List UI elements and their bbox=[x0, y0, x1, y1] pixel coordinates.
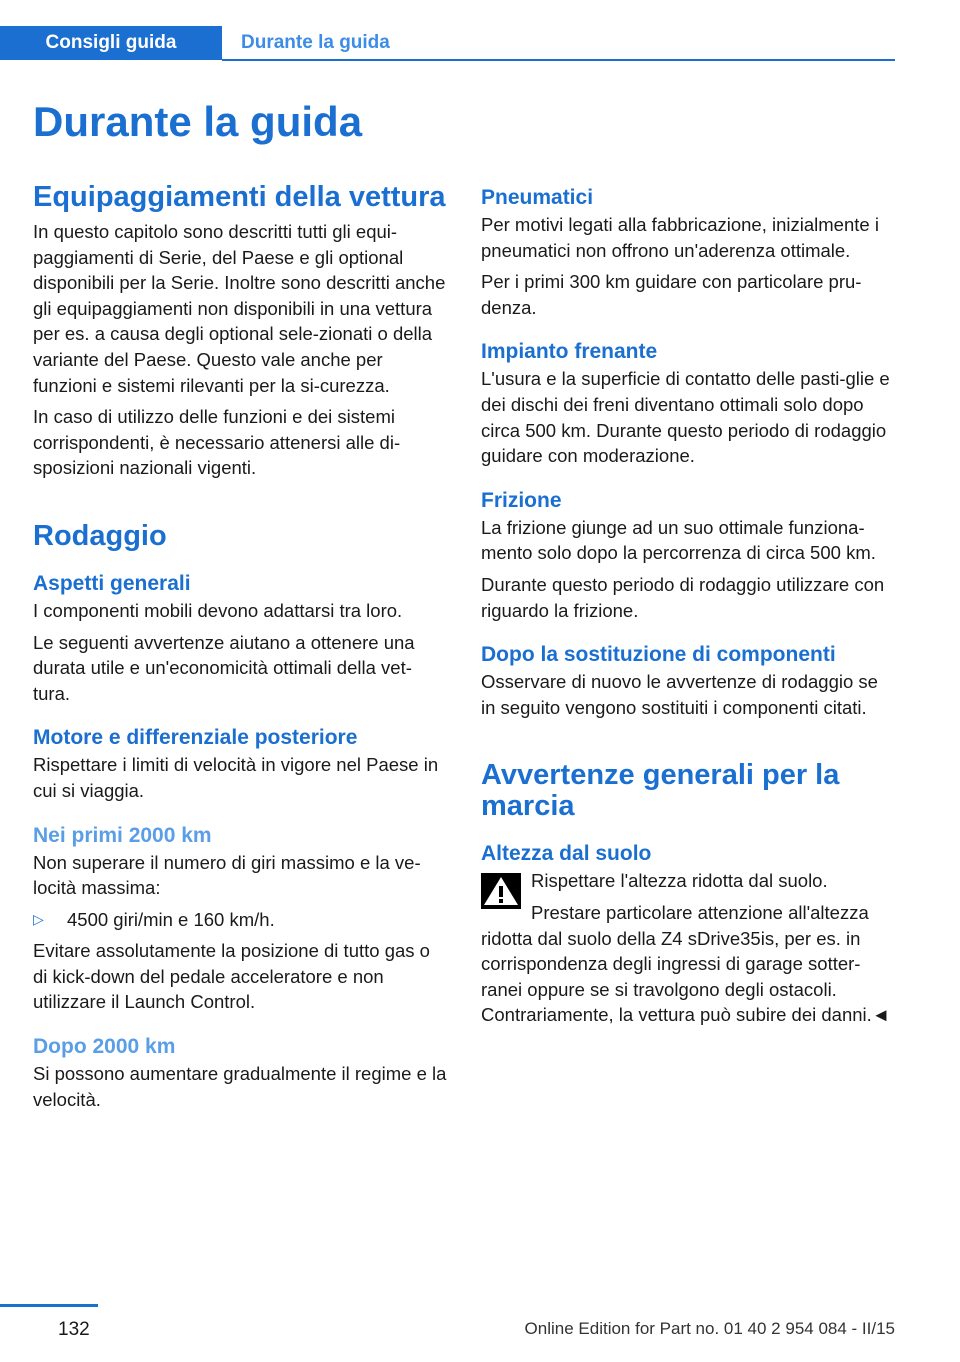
motore-heading: Motore e differenziale posteriore bbox=[33, 726, 358, 750]
left-column bbox=[33, 182, 448, 1112]
primi-2000-paragraph-1: Non superare il numero di giri massimo e la ve-locità massima: bbox=[33, 851, 421, 899]
page-number: 132 bbox=[58, 1319, 90, 1340]
avvertenze-heading: Avvertenze generali per la marcia bbox=[481, 759, 840, 823]
sostituzione-heading: Dopo la sostituzione di componenti bbox=[481, 643, 836, 667]
aspetti-paragraph-1: I componenti mobili devono adattarsi tra loro. bbox=[33, 599, 403, 621]
primi-2000-paragraph-2: Evitare assolutamente la posizione di tutto gas o di kick-down del pedale acceleratore e non utilizzare il Launch Control. bbox=[33, 940, 430, 1013]
triangle-bullet-icon: ▷ bbox=[33, 910, 44, 927]
dopo-2000-paragraph: Si possono aumentare gradualmente il regime e la velocità. bbox=[33, 1063, 447, 1110]
equip-paragraph-1: In questo capitolo sono descritti tutti gli equi-paggiamenti di Serie, del Paese e gli optional disponibili per la Serie. Inoltre sono descritti anche gli equipaggiamenti non disponibili in una vettura per es. a causa degli optional sele-zionati o della variante del Paese. Questo vale anche per funzioni e sistemi rilevanti per la si-curezza. bbox=[33, 221, 446, 396]
warning-body: Prestare particolare attenzione all'altezza ridotta dal suolo della Z4 sDrive35is, per es. in corrispondenza degli ingressi di garage sotter-ranei oppure se si travolgono degli ostacoli. Contrariamente, la vettura può subire dei danni.◄ bbox=[481, 901, 891, 1026]
rodaggio-heading: Rodaggio bbox=[33, 519, 167, 552]
warning-triangle-icon bbox=[481, 873, 521, 909]
aspetti-paragraph-2: Le seguenti avvertenze aiutano a ottenere una durata utile e un'economicità ottimali della vet-tura. bbox=[33, 631, 415, 704]
aspetti-heading: Aspetti generali bbox=[33, 571, 191, 595]
page-title: Durante la guida bbox=[33, 98, 363, 145]
sostituzione-paragraph: Osservare di nuovo le avvertenze di rodaggio se in seguito vengono sostituiti i componenti citati. bbox=[481, 671, 878, 718]
equip-paragraph-2: In caso di utilizzo delle funzioni e dei sistemi corrispondenti, è necessario attenersi alle di-sposizioni nazionali vigenti. bbox=[33, 406, 401, 479]
warning-lead: Rispettare l'altezza ridotta dal suolo. bbox=[531, 870, 828, 892]
footer-divider bbox=[0, 1304, 98, 1307]
frizione-paragraph-2: Durante questo periodo di rodaggio utilizzare con riguardo la frizione. bbox=[481, 573, 885, 621]
freni-paragraph: L'usura e la superficie di contatto delle pasti-glie e dei dischi dei freni diventano ottimali solo dopo circa 500 km. Durante questo periodo di rodaggio guidare con moderazione. bbox=[481, 368, 890, 467]
edition-note: Online Edition for Part no. 01 40 2 954 084 - II/15 bbox=[524, 1319, 895, 1338]
warning-block bbox=[481, 868, 896, 1028]
page-header bbox=[0, 26, 895, 62]
list-item-text: 4500 giri/min e 160 km/h. bbox=[67, 908, 275, 930]
equip-heading: Equipaggiamenti della vettura bbox=[33, 181, 446, 213]
motore-paragraph: Rispettare i limiti di velocità in vigore nel Paese in cui si viaggia. bbox=[33, 754, 439, 801]
right-column bbox=[481, 184, 896, 1028]
pneumatici-paragraph-2: Per i primi 300 km guidare con particolare pru-denza. bbox=[481, 271, 862, 318]
list-item bbox=[33, 907, 448, 933]
pneumatici-paragraph-1: Per motivi legati alla fabbricazione, inizialmente i pneumatici non offrono un'aderenza ottimale. bbox=[481, 214, 879, 261]
freni-heading: Impianto frenante bbox=[481, 340, 658, 364]
frizione-heading: Frizione bbox=[481, 488, 562, 512]
dopo-2000-heading: Dopo 2000 km bbox=[33, 1035, 176, 1059]
pneumatici-heading: Pneumatici bbox=[481, 186, 594, 209]
altezza-heading: Altezza dal suolo bbox=[481, 842, 652, 866]
header-divider bbox=[222, 59, 895, 61]
subsection-tab[interactable]: Durante la guida bbox=[241, 32, 390, 53]
frizione-paragraph-1: La frizione giunge ad un suo ottimale funziona-mento solo dopo la percorrenza di circa 500 km. bbox=[481, 516, 876, 564]
section-tab[interactable]: Consigli guida bbox=[0, 26, 222, 60]
primi-2000-heading: Nei primi 2000 km bbox=[33, 823, 212, 847]
